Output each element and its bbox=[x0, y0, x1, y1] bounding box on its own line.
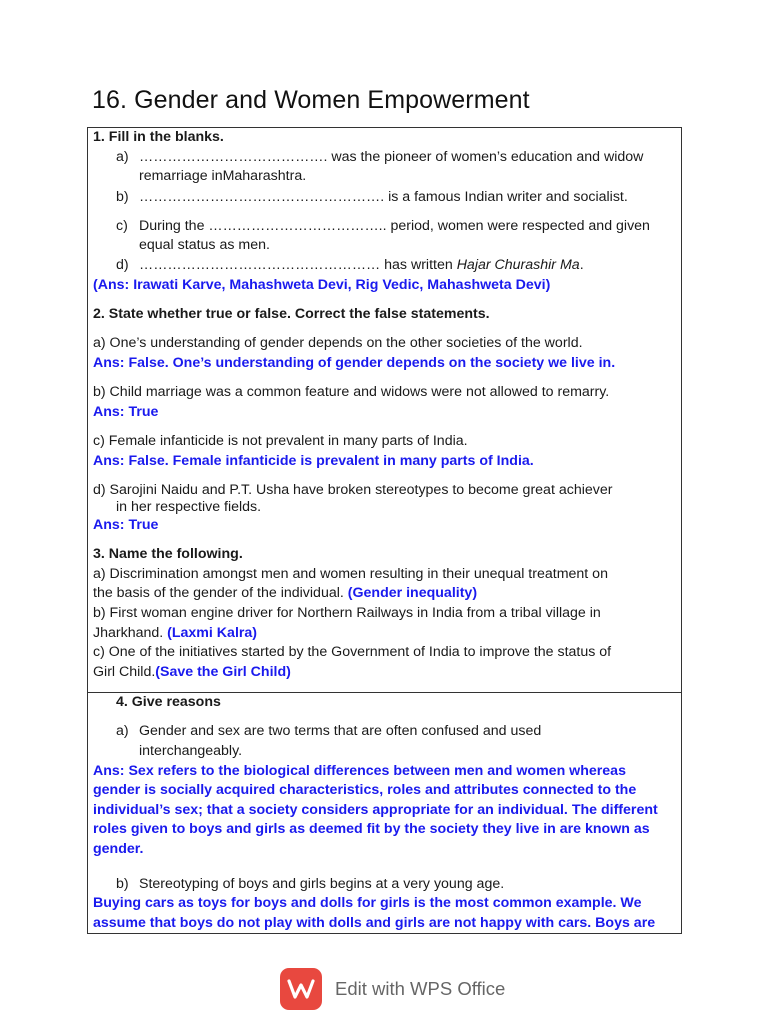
item-1d-text bbox=[139, 256, 584, 275]
item-3b-text: b) First woman engine driver for Northern Railways in India from a tribal village in bbox=[93, 605, 601, 621]
item-4a-text: Gender and sex are two terms that are often confused and used bbox=[139, 723, 542, 739]
wps-w-glyph-icon bbox=[287, 978, 315, 1000]
item-2b-question: b) Child marriage was a common feature and widows were not allowed to remarry. bbox=[93, 384, 610, 400]
item-4a-answer-line: Ans: Sex refers to the biological differences between men and women whereas bbox=[93, 763, 626, 779]
item-2a-answer: Ans: False. One’s understanding of gender depends on the society we live in. bbox=[93, 355, 616, 371]
item-3c-text: c) One of the initiatives started by the Government of India to improve the status of bbox=[93, 644, 612, 660]
item-3b-text-end: Jharkhand. bbox=[93, 625, 168, 641]
item-4b-answer-line: Buying cars as toys for boys and dolls for girls is the most common example. We bbox=[93, 895, 642, 911]
section-1-answer: (Ans: Irawati Karve, Mahashweta Devi, Rig Vedic, Mahashweta Devi) bbox=[93, 277, 551, 293]
item-1c-label: c) bbox=[116, 218, 128, 234]
item-3c-text-end: Girl Child. bbox=[93, 664, 156, 680]
section-4-heading: 4. Give reasons bbox=[116, 694, 221, 710]
item-1d-post: . bbox=[579, 257, 584, 273]
item-3c-answer: (Save the Girl Child) bbox=[155, 664, 291, 680]
item-3a-text: a) Discrimination amongst men and women resulting in their unequal treatment on bbox=[93, 566, 608, 582]
item-3c-text-cont bbox=[93, 663, 291, 682]
item-1b-label: b) bbox=[116, 189, 129, 205]
section-3-heading: 3. Name the following. bbox=[93, 546, 243, 562]
item-2a-question: a) One’s understanding of gender depends on the other societies of the world. bbox=[93, 335, 583, 351]
item-1a-text-cont: remarriage inMaharashtra. bbox=[139, 168, 307, 184]
item-2c-answer: Ans: False. Female infanticide is prevalent in many parts of India. bbox=[93, 453, 534, 469]
edit-with-wps-link[interactable]: Edit with WPS Office bbox=[335, 978, 506, 999]
item-4a-text-cont: interchangeably. bbox=[139, 743, 243, 759]
item-3a-text-end: the basis of the gender of the individual. bbox=[93, 585, 348, 601]
item-2d-question-cont: in her respective fields. bbox=[116, 499, 262, 515]
item-4b-text: Stereotyping of boys and girls begins at a very young age. bbox=[139, 876, 505, 892]
item-3a-text-cont bbox=[93, 584, 477, 603]
item-4a-answer-line: individual’s sex; that a society considers appropriate for an individual. The different bbox=[93, 802, 658, 818]
section-1-heading: 1. Fill in the blanks. bbox=[93, 129, 224, 145]
item-4a-label: a) bbox=[116, 723, 129, 739]
item-1b-text: ……………………………………………. is a famous Indian writer and socialist. bbox=[139, 189, 628, 205]
item-1d-label: d) bbox=[116, 257, 129, 273]
item-1a-label: a) bbox=[116, 149, 129, 165]
item-1d-pre: …………………………………………… has written bbox=[139, 257, 457, 273]
item-1a-text: …………………………………. was the pioneer of women’s education and widow bbox=[139, 149, 644, 165]
item-2d-question: d) Sarojini Naidu and P.T. Usha have broken stereotypes to become great achiever bbox=[93, 482, 613, 498]
item-4a-answer-line: gender. bbox=[93, 841, 144, 857]
item-1c-text: During the ……………………………….. period, women were respected and given bbox=[139, 218, 650, 234]
item-3b-text-cont bbox=[93, 624, 257, 643]
item-1d-book-title: Hajar Churashir Ma bbox=[456, 257, 580, 273]
item-3b-answer: (Laxmi Kalra) bbox=[167, 625, 258, 641]
item-1c-text-cont: equal status as men. bbox=[139, 237, 270, 253]
item-4a-answer-line: gender is socially acquired characteristics, roles and attributes connected to the bbox=[93, 782, 637, 798]
item-4a-answer-line: roles given to boys and girls as deemed fit by the society they live in are known as bbox=[93, 821, 650, 837]
item-4b-answer-line: assume that boys do not play with dolls and girls are not happy with cars. Boys are bbox=[93, 915, 656, 931]
item-2d-answer: Ans: True bbox=[93, 517, 159, 533]
item-2b-answer: Ans: True bbox=[93, 404, 159, 420]
item-4b-label: b) bbox=[116, 876, 129, 892]
item-2c-question: c) Female infanticide is not prevalent in many parts of India. bbox=[93, 433, 468, 449]
page-title: 16. Gender and Women Empowerment bbox=[92, 86, 530, 114]
section-2-heading: 2. State whether true or false. Correct the false statements. bbox=[93, 306, 490, 322]
item-3a-answer: (Gender inequality) bbox=[347, 585, 478, 601]
wps-office-logo-icon[interactable] bbox=[280, 968, 322, 1010]
